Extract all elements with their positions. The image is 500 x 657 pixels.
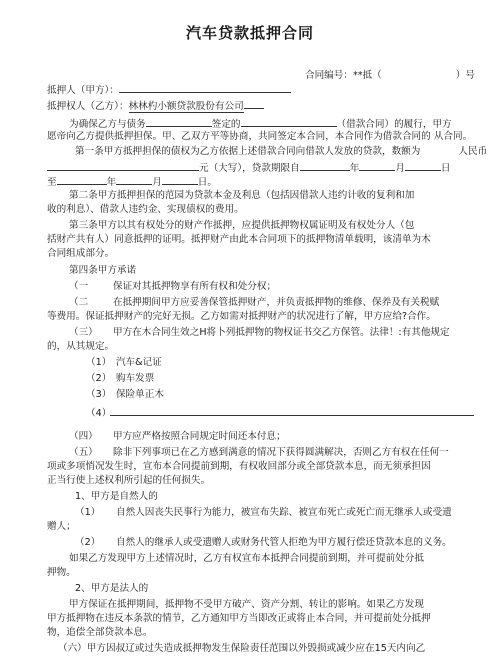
doc-list-text-3: 保险单正木: [116, 389, 164, 400]
art4-item-4-text: 甲方应严格按照合同规定时间还本付息；: [113, 431, 286, 442]
legal-heading: 2、甲方是法人的: [75, 583, 149, 594]
art1-text-9: 月: [152, 177, 162, 188]
doc-list-num-4: （4）: [86, 408, 112, 419]
art1-text-10: 日。: [197, 177, 217, 188]
party-a: [47, 82, 291, 97]
doc-list-item-3: [86, 389, 164, 401]
party-b-label: 抵押权人（乙方）：: [47, 101, 129, 112]
natural-item-2: [75, 537, 452, 549]
art4-item-5-num: （五）: [69, 447, 98, 458]
art4-item-5-text: 除非下列事项已在乙方感到满意的情况下获得圆满解决，否则乙方有权在任何一: [113, 447, 449, 458]
art4-item-2-text: 在抵押期间甲方应妥善保管抵押财产，并负责抵押物的维修、保养及有关税赋: [113, 297, 440, 308]
art4-item-3-num: （三）: [69, 327, 98, 338]
art4-item-2-line-2: 等费用。保证抵押财产的完好无损。乙方如需对抵押财产的状况进行了解，甲方应给?合作。: [47, 311, 436, 322]
natural-item-2-text: 自然人的继承人或受遗赠人或财务代管人拒绝为甲方履行偿还贷款本息的义务。: [116, 537, 452, 548]
intro-text-1: 为确保乙方与债务: [69, 119, 146, 130]
art4-heading: 第四条甲方承诺: [69, 265, 137, 276]
document-title: 汽车贷款抵押合同: [185, 24, 314, 42]
natural-item-1-num: （1）: [75, 507, 101, 518]
art1-text-6: 日: [440, 163, 451, 174]
doc-list-num-3: （3）: [86, 389, 112, 400]
doc-list-item-2: [86, 373, 154, 385]
legal-line-2: 甲方抵押物在违反本条款的情节，乙方通知甲方当即改正或将止本合同，并可提前处分抵押: [47, 613, 431, 624]
contract-number-suffix: ）号: [455, 70, 475, 81]
doc-list-num-1: （1）: [86, 357, 112, 368]
intro-line-2: 愿帝向乙方提供抵押担保。甲、乙双方平等协商，共同签定本合同，本合同作为借款合同的 从合同。: [47, 131, 473, 142]
art4-item-3: [69, 327, 450, 339]
art2-line-2: 收的利息）、借款人违约金、实现债权的费用。: [47, 204, 244, 215]
art4-item-4-num: （四）: [69, 431, 98, 442]
legal-line-3: 物，追偿全部贷款本息。: [47, 627, 153, 638]
party-b-value: 林林杓小额贷款股份有公司: [128, 101, 244, 112]
art4-item-1: [69, 281, 276, 293]
art4-item-1-num: （一: [69, 281, 89, 292]
contract-number-label: 合同编号：**抵（: [305, 70, 382, 81]
doc-list-blank-4: [110, 405, 474, 416]
party-a-blank: [119, 82, 291, 93]
art1-line-3: [47, 174, 217, 189]
doc-list-text-1: 汽车&记证: [116, 357, 162, 368]
art4-item-2-num: （二: [69, 297, 89, 308]
art1-line-2: [47, 160, 451, 175]
art1-text-2: 人民币: [458, 146, 488, 157]
doc-list-item-4: [86, 405, 474, 420]
art4-item-5-line-2: 项或多项悄况发生时，宣布本合同提前到期，有权收回部分或全部贷款本息，而无须承担因: [47, 461, 431, 472]
art1-line-1: [75, 146, 487, 158]
intro-line-1: [69, 116, 452, 131]
art1-text-3: 元（大写），贷款期限自: [199, 163, 300, 174]
legal-line-1: 甲方保证在抵押期间，抵押物不受甲方破产、资产分割、转让的影响。如果乙方发现: [69, 599, 424, 610]
art1-text-7: 至: [47, 177, 57, 188]
natural-item-1-text: 自然人因丧失民事行为能力，被宣布失踪、被宣布死亡或死亡而无继承人或受遗: [116, 507, 452, 518]
art4-item-3-line-2: 的，从其规定。: [47, 341, 115, 352]
intro-text-3: （借款合同）的履行，甲方: [336, 119, 452, 130]
art4-item-2: [69, 297, 439, 309]
doc-list-num-2: （2）: [86, 373, 112, 384]
art3-line-3: 合同组成部分。: [47, 248, 115, 259]
party-b: [47, 98, 264, 113]
art2-line-1: 第二条甲方抵押担保的范园为贷款本金及利息（包括因借款人违约计收的复利和加: [69, 190, 415, 201]
natural-heading: 1、甲方是自然人的: [75, 491, 158, 502]
art3-line-2: 括财产共有人）同意抵押的证明。抵押财产由此本合同项下的抵押物清单载明，该清单为木: [47, 234, 431, 245]
art4-item-3-text: 甲方在木合同生效之H将卜列抵押物的物权证书交乙方保管。法律！:有其他规定: [113, 327, 450, 338]
art1-text-8: 年: [106, 177, 117, 188]
natural-note-line-1: 如果乙方发现甲方上述情况时，乙方有权宣布本抵押合同提前到期，并可提前处分抵: [69, 553, 424, 564]
art4-item-1-text: 保证对其抵押物享有所有权和处分权；: [113, 281, 277, 292]
art4-item-4: [69, 431, 286, 443]
art1-text-5: 月: [395, 163, 405, 174]
doc-list-item-1: [86, 357, 162, 369]
contract-number: [305, 70, 475, 82]
intro-text-2: 签定的: [211, 119, 241, 130]
doc-list-text-2: 购车发票: [116, 373, 155, 384]
natural-note-line-2: 押物。: [47, 567, 76, 578]
art4-item-5-line-3: 正当行使上述权利所引起的任何损失。: [47, 475, 211, 486]
party-a-label: 抵押人（甲方）：: [47, 85, 119, 96]
art1-text-1: 第一条甲方抵押担保的债权为乙方依据上述借款合同向借款人发放的贷款，数额为: [75, 146, 421, 157]
natural-item-1-line-2: 赠人；: [47, 521, 76, 532]
natural-item-1: [75, 507, 452, 519]
natural-item-2-num: （2）: [75, 537, 101, 548]
art4-item-5: [69, 447, 449, 459]
art3-line-1: 第三条甲方以其有权处分的财产作抵押，应提供抵押物权属证明及有权处分人（包: [69, 220, 415, 231]
art1-text-4: 年: [349, 163, 360, 174]
art4-item-6: （六）甲方因叔辽或过失造成抵押物发生保险责任范围以外毁损或减少应在15天内向乙: [58, 643, 426, 654]
